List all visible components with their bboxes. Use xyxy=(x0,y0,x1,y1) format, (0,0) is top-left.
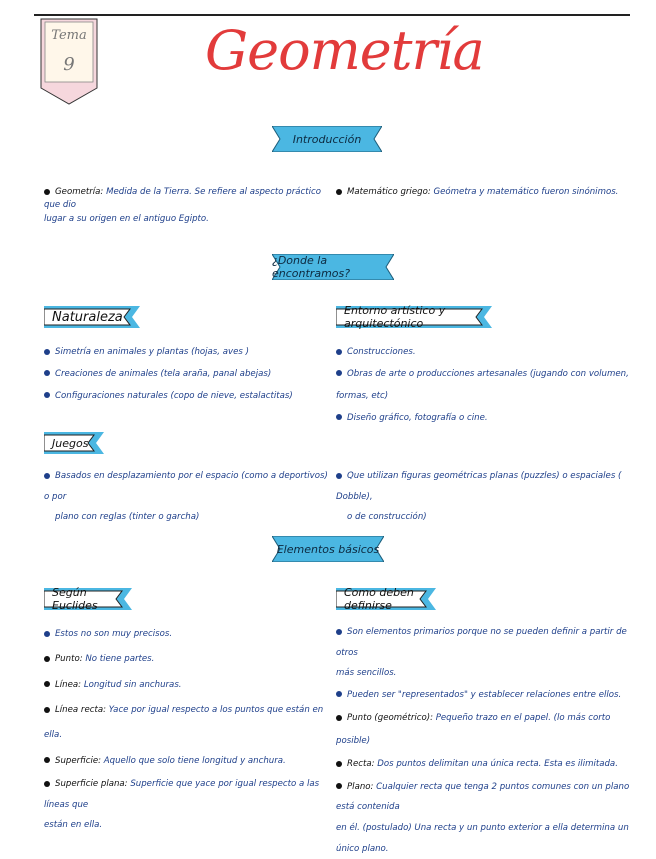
entorno-list xyxy=(336,342,636,430)
bullet-icon xyxy=(336,715,342,721)
bullet-icon xyxy=(336,783,342,789)
bullet-icon xyxy=(44,656,50,662)
list-item: Superficie plana: Superficie que yace por igual respecto a las líneas que están en ella. xyxy=(44,779,320,831)
list-item: Línea recta: Yace por igual respecto a los puntos que están en ella. xyxy=(44,705,324,741)
tag-juegos xyxy=(44,432,104,454)
bullet-icon xyxy=(336,629,342,635)
tag-label: Naturaleza xyxy=(52,309,123,325)
list-item: Matemático griego: Geómetra y matemático fueron sinónimos. xyxy=(336,186,626,199)
bullet-icon xyxy=(336,691,342,697)
list-item: Estos no son muy precisos. xyxy=(44,622,334,647)
banner-elementos xyxy=(272,536,384,562)
list-item: Construcciones. xyxy=(336,342,636,364)
bullet-icon xyxy=(44,781,50,787)
bullet-icon xyxy=(44,189,50,195)
definir-list xyxy=(336,622,636,859)
list-item: Que utilizan figuras geométricas planas (puzzles) o espaciales ( Dobble), o de construcción) xyxy=(336,471,622,523)
list-item: Son elementos primarios porque no se pueden definir a partir de otros más sencillos. xyxy=(336,627,627,679)
tag-label: Juegos xyxy=(52,436,89,450)
bullet-icon xyxy=(44,370,50,376)
banner-label: ¿Donde la encontramos? xyxy=(272,254,351,280)
page-title: Geometría xyxy=(205,19,484,82)
bullet-icon xyxy=(336,761,342,767)
banner-label: Introducción xyxy=(292,132,362,146)
list-item: Punto (geométrico): Pequeño trazo en el papel. (lo más corto posible) xyxy=(336,713,611,747)
tag-euclides xyxy=(44,588,132,610)
bullet-icon xyxy=(336,370,342,376)
tag-label: Según Euclides xyxy=(52,586,98,612)
list-item: Recta: Dos puntos delimitan una única recta. Esta es ilimitada. xyxy=(336,753,636,776)
tag-naturaleza xyxy=(44,306,140,328)
list-item: Punto: No tiene partes. xyxy=(44,647,334,672)
list-item: Creaciones de animales (tela araña, panal abejas) xyxy=(44,364,334,386)
naturaleza-list xyxy=(44,342,334,408)
list-item: Obras de arte o producciones artesanales (jugando con volumen, formas, etc) xyxy=(336,368,629,401)
bullet-icon xyxy=(44,757,50,763)
bullet-icon xyxy=(336,189,342,195)
tag-label: Como deben definirse xyxy=(344,586,414,612)
list-item: Geometría: Medida de la Tierra. Se refiere al aspecto práctico que dio lugar a su origen en el antiguo Egipto. xyxy=(44,187,321,224)
banner-introduccion xyxy=(272,126,382,152)
banner-donde xyxy=(272,254,394,280)
tag-label: Entorno artístico y arquitectónico xyxy=(344,304,446,330)
bullet-icon xyxy=(44,681,50,687)
tag-definir xyxy=(336,588,436,610)
list-item: Superficie: Aquello que solo tiene longitud y anchura. xyxy=(44,749,334,774)
bullet-icon xyxy=(44,707,50,713)
tema-ribbon xyxy=(40,18,98,106)
tema-label: Tema xyxy=(51,28,87,43)
list-item: Simetría en animales y plantas (hojas, aves ) xyxy=(44,342,334,364)
list-item: Plano: Cualquier recta que tenga 2 puntos comunes con un plano está contenida en él. (postulado) Una recta y un punto exterior a ella determina un único plano. xyxy=(336,781,630,854)
banner-label: Elementos básicos xyxy=(276,542,380,556)
list-item: Configuraciones naturales (copo de nieve, estalactitas) xyxy=(44,386,334,408)
list-item: Diseño gráfico, fotografía o cine. xyxy=(336,408,636,430)
euclides-list xyxy=(44,622,334,836)
bullet-icon xyxy=(44,349,50,355)
bullet-icon xyxy=(44,473,50,479)
bullet-icon xyxy=(336,349,342,355)
bullet-icon xyxy=(336,473,342,479)
list-item: Línea: Longitud sin anchuras. xyxy=(44,673,334,698)
list-item: Pueden ser "representados" y establecer relaciones entre ellos. xyxy=(336,684,636,707)
top-rule xyxy=(34,14,630,16)
bullet-icon xyxy=(44,392,50,398)
list-item: Basados en desplazamiento por el espacio (como a deportivos) o por plano con reglas (tinter o garcha) xyxy=(44,471,328,523)
tag-entorno xyxy=(336,306,492,328)
tema-number: 9 xyxy=(63,54,75,75)
bullet-icon xyxy=(44,631,50,637)
bullet-icon xyxy=(336,414,342,420)
